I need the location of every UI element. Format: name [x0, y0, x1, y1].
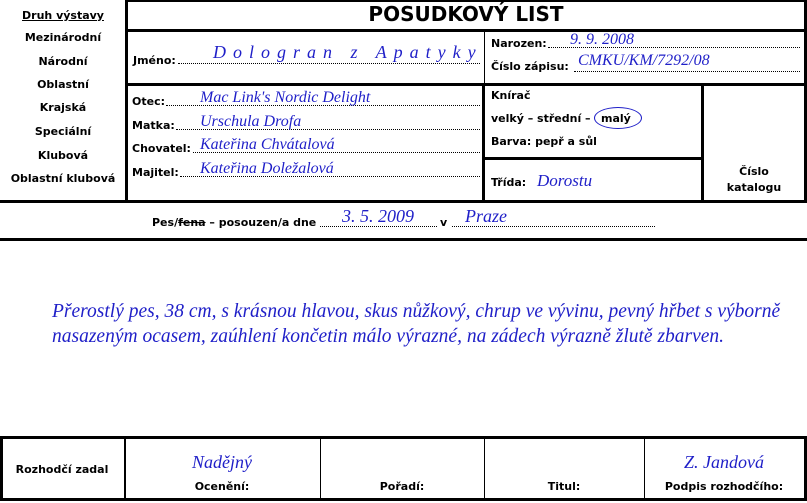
registration-label: Číslo zápisu: — [491, 59, 569, 73]
father-value: Mac Link's Nordic Delight — [200, 89, 371, 106]
result-table-bottom — [0, 498, 807, 501]
born-value: 9. 9. 2008 — [570, 31, 634, 48]
owner-value: Kateřina Doležalová — [200, 160, 334, 177]
judge-signature-label: Podpis rozhodčího: — [664, 479, 784, 493]
show-type-heading: Druh výstavy — [22, 9, 104, 22]
judged-label — [152, 216, 316, 229]
color-value: pepř a sůl — [535, 134, 597, 148]
color-row — [491, 135, 597, 148]
judge-signature-value: Z. Jandová — [684, 452, 764, 472]
owner-label: Majitel: — [132, 165, 179, 179]
name-dotted-line — [178, 63, 480, 64]
breed-name: Knírač — [491, 88, 531, 102]
rating-value: Nadějný — [192, 452, 252, 472]
registration-dotted-line — [574, 71, 800, 72]
breeder-value: Kateřina Chvátalová — [200, 136, 335, 153]
size-options: velký – střední – — [491, 111, 591, 125]
color-label: Barva: — [491, 134, 532, 148]
judging-bottom-line — [0, 238, 807, 241]
sex-female-label: fena — [178, 215, 206, 229]
place-in-label: v — [440, 215, 448, 229]
date-dotted-line — [320, 226, 437, 227]
show-type-item: Klubová — [37, 148, 89, 162]
header-bottom-line — [0, 200, 807, 203]
show-type-item: Oblastní klubová — [10, 171, 116, 185]
mother-value: Urschula Drofa — [200, 113, 302, 130]
rating-label: Ocenění: — [194, 479, 250, 493]
show-type-item: Krajská — [39, 100, 87, 114]
born-label: Narozen: — [491, 36, 547, 50]
class-value: Dorostu — [537, 171, 593, 190]
show-type-item: Speciální — [34, 124, 92, 138]
size-selected: malý — [601, 111, 631, 125]
dog-name-value: Dologran z Apatyky — [213, 42, 483, 62]
judged-on-label: – posouzen/a dne — [205, 215, 317, 229]
father-label: Otec: — [132, 94, 165, 108]
breeder-label: Chovatel: — [132, 141, 191, 155]
evaluation-line: nasazeným ocasem, zaúhlení končetin málo výrazné, na zádech výrazně žlutě zbarven. — [52, 326, 725, 347]
judging-date-value: 3. 5. 2009 — [342, 206, 414, 226]
name-birth-divider — [484, 31, 485, 84]
judge-awarded-label: Rozhodčí zadal — [15, 462, 109, 476]
catalog-label-line2: katalogu — [726, 180, 782, 194]
name-row-divider — [125, 83, 807, 86]
placement-label: Pořadí: — [379, 479, 425, 493]
pedigree-box-divider — [482, 85, 485, 201]
show-type-item: Oblastní — [37, 77, 89, 91]
sex-male-label: Pes/ — [152, 215, 179, 229]
class-divider — [483, 157, 703, 160]
class-label: Třída: — [491, 175, 527, 189]
show-type-item: Národní — [38, 54, 88, 68]
name-label: Jméno: — [133, 53, 176, 67]
registration-value: CMKU/KM/7292/08 — [578, 52, 710, 69]
result-table-top — [0, 436, 807, 439]
show-type-item: Mezinárodní — [24, 30, 102, 44]
judging-place-value: Praze — [465, 206, 507, 226]
mother-label: Matka: — [132, 118, 175, 132]
title-label: Titul: — [547, 479, 581, 493]
title-divider — [125, 29, 807, 32]
page-title: POSUDKOVÝ LIST — [368, 2, 564, 26]
place-dotted-line — [452, 226, 655, 227]
catalog-label-line1: Číslo — [739, 164, 769, 178]
evaluation-line: Přerostlý pes, 38 cm, s krásnou hlavou, skus nůžkový, chrup ve vývinu, pevný hřbet s výborně — [52, 301, 781, 322]
